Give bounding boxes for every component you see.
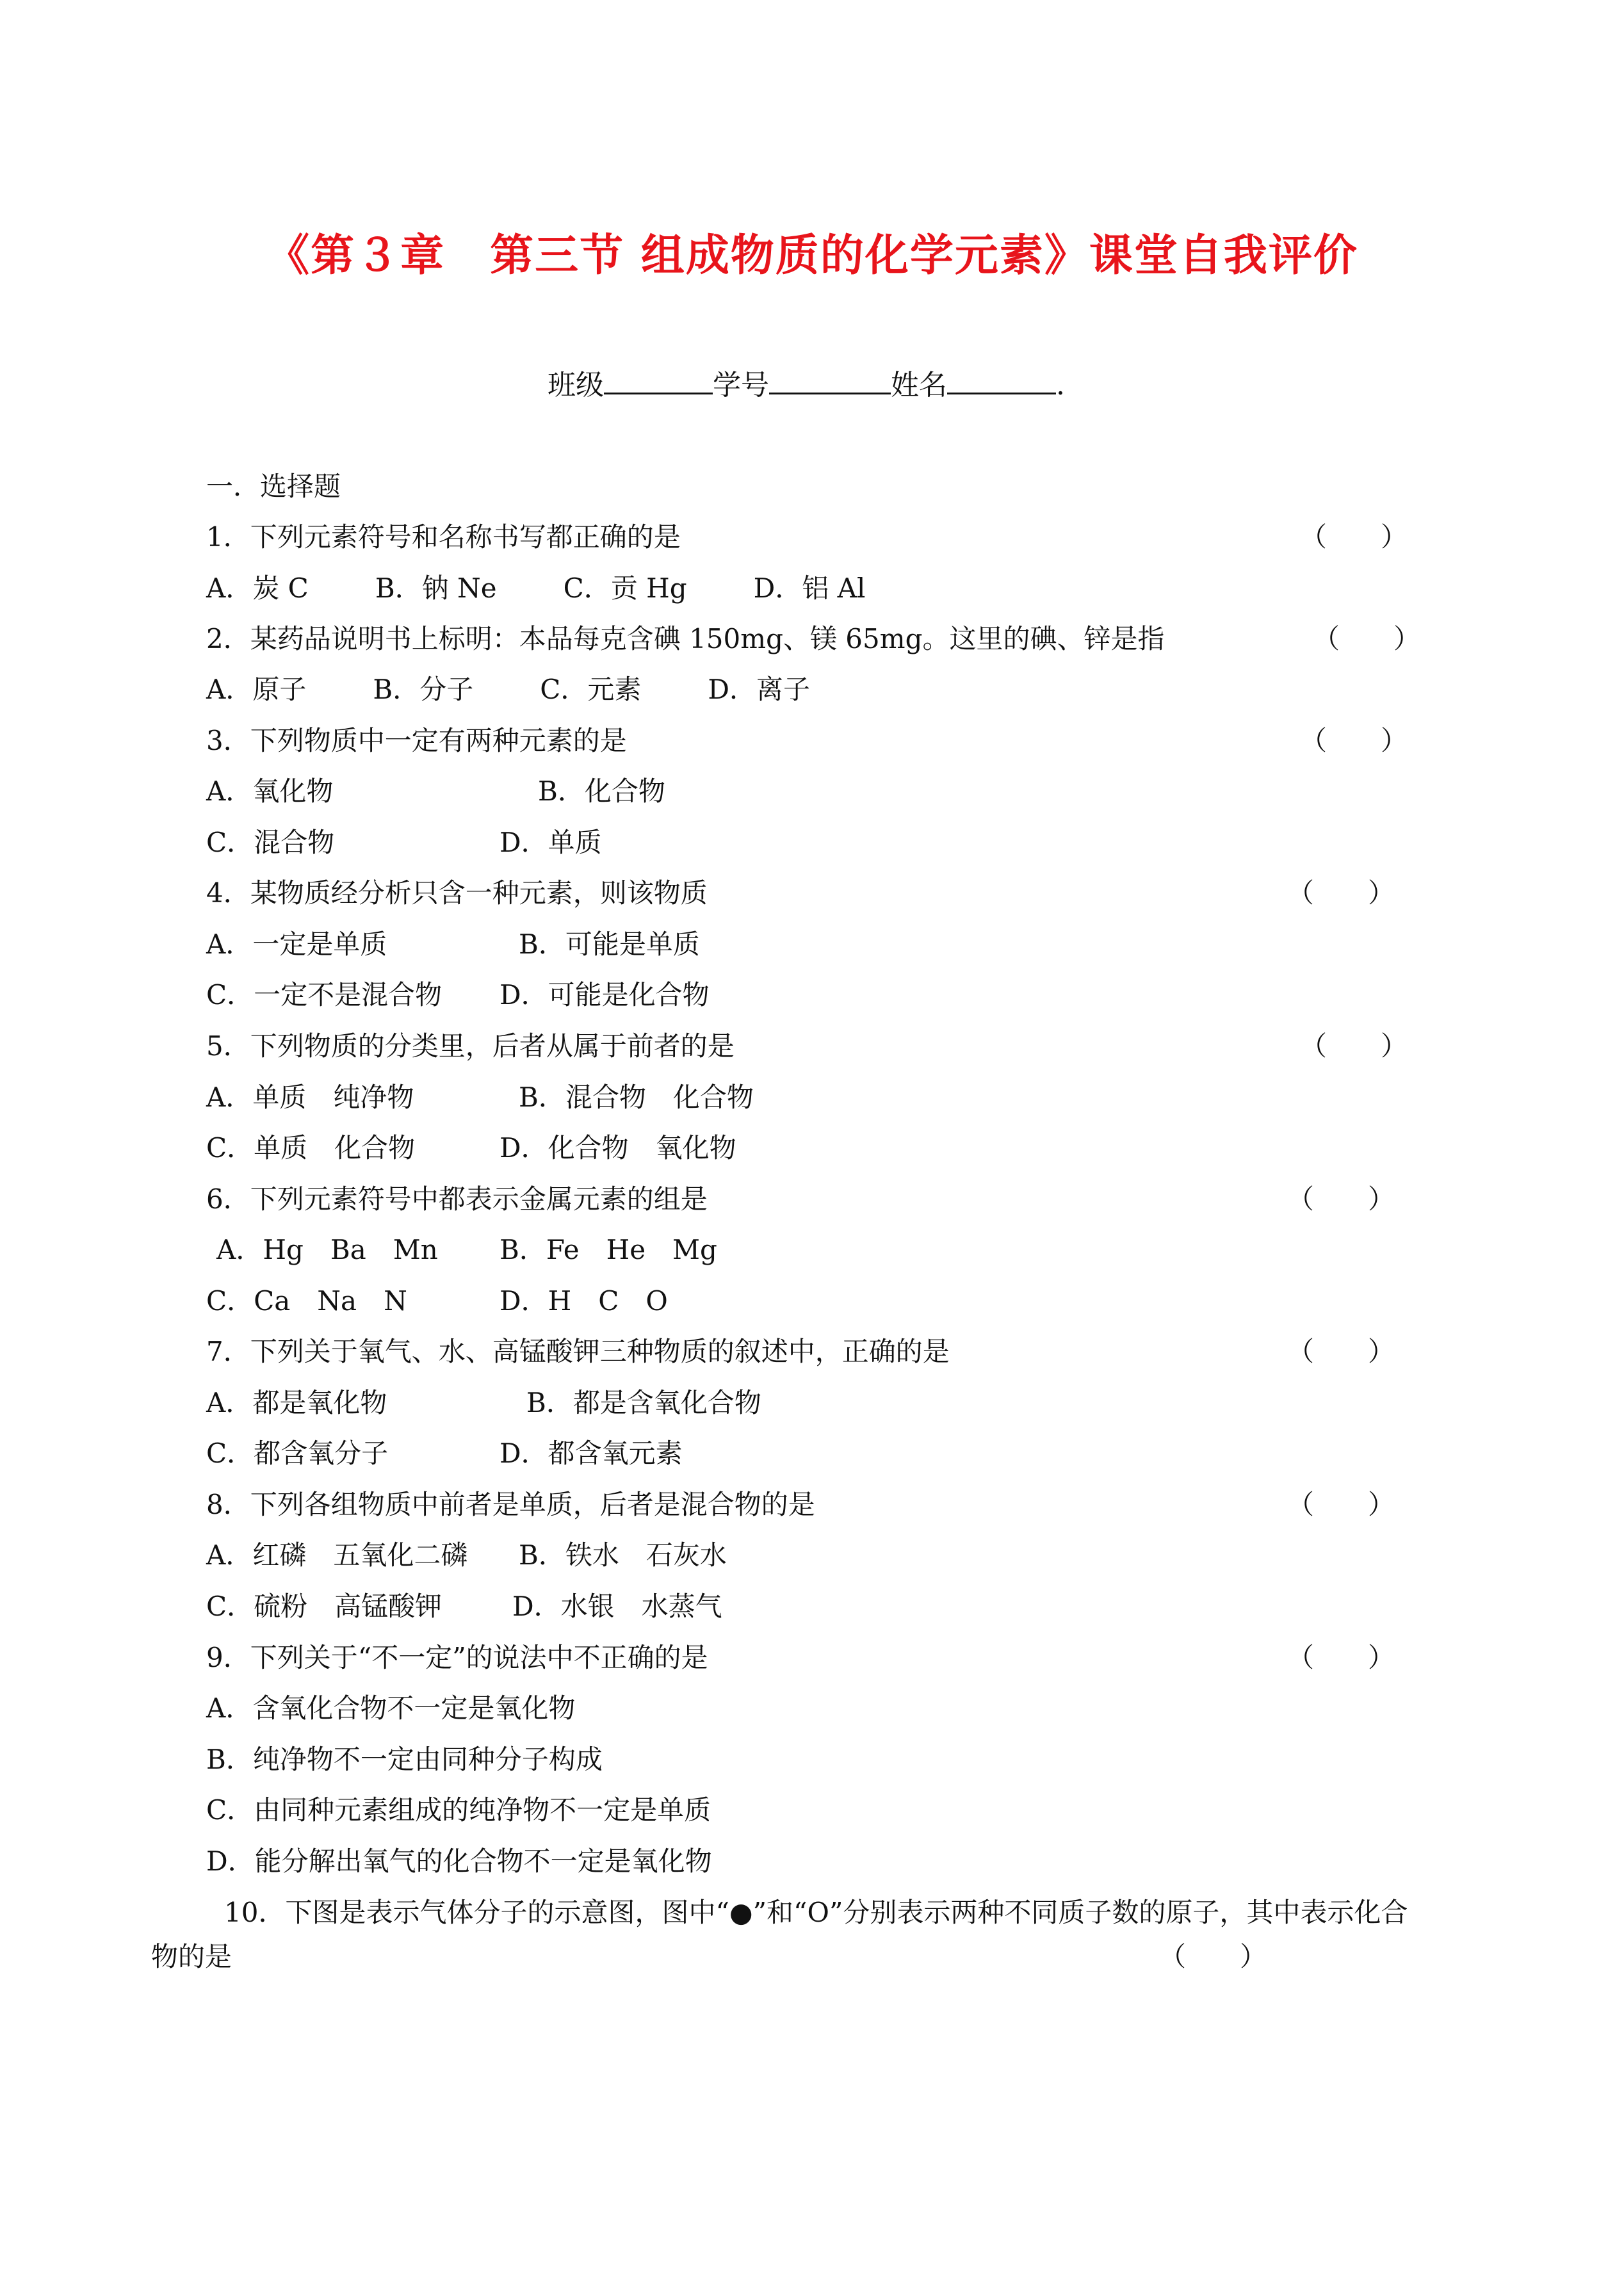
question-10-stem-continued: 物的是 [151,1941,232,1972]
number-blank [769,368,891,394]
answer-paren-10: （ ） [1159,1941,1267,1972]
option-a: A．炭 C [206,572,309,604]
option-d: D．离子 [708,674,811,705]
question-4-option-c: C．一定不是混合物 [206,979,443,1010]
question-4-option-b: B．可能是单质 [519,929,700,960]
number-label: 学号 [713,369,769,401]
question-3-option-a: A．氧化物 [206,775,334,807]
answer-paren-5: （ ） [1300,1030,1408,1062]
question-8-option-b: B．铁水 石灰水 [519,1539,727,1571]
name-blank [947,368,1056,394]
option-c: C．元素 [540,674,642,705]
question-7-option-c: C．都含氧分子 [206,1438,389,1469]
question-10-stem: 10．下图是表示气体分子的示意图，图中“●”和“O”分别表示两种不同质子数的原子，其中表示化合 [224,1897,1408,1928]
answer-paren-6: （ ） [1287,1183,1395,1215]
question-5-option-a: A．单质 纯净物 [206,1082,414,1113]
question-5-stem: 5．下列物质的分类里，后者从属于前者的是 [206,1030,735,1062]
question-7-option-a: A．都是氧化物 [206,1387,387,1418]
question-5-option-b: B．混合物 化合物 [519,1082,754,1113]
name-label: 姓名 [891,369,947,401]
option-d: D．铝 Al [753,572,866,604]
option-a: A．原子 [206,674,307,705]
page-title: 《第３章 第三节 组成物质的化学元素》课堂自我评价 [266,230,1358,281]
answer-paren-7: （ ） [1287,1336,1395,1367]
class-blank [604,368,713,394]
question-4-option-a: A．一定是单质 [206,929,387,960]
question-9-option-d: D．能分解出氧气的化合物不一定是氧化物 [206,1845,712,1877]
student-info [548,362,1065,403]
answer-paren-8: （ ） [1287,1489,1395,1520]
question-7-option-d: D．都含氧元素 [499,1438,683,1469]
question-5-option-d: D．化合物 氧化物 [499,1132,736,1164]
question-9-option-c: C．由同种元素组成的纯净物不一定是单质 [206,1794,711,1826]
question-3-option-b: B．化合物 [538,775,665,807]
question-7-stem: 7．下列关于氧气、水、高锰酸钾三种物质的叙述中，正确的是 [206,1336,950,1367]
question-3-stem: 3．下列物质中一定有两种元素的是 [206,725,627,756]
question-9-option-b: B．纯净物不一定由同种分子构成 [206,1744,603,1775]
question-6-option-d: D．H C O [499,1285,668,1317]
question-4-stem: 4．某物质经分析只含一种元素，则该物质 [206,877,708,909]
info-end: . [1056,369,1065,401]
answer-paren-4: （ ） [1287,877,1395,909]
question-3-option-c: C．混合物 [206,827,335,858]
question-6-stem: 6．下列元素符号中都表示金属元素的组是 [206,1183,708,1215]
question-5-option-c: C．单质 化合物 [206,1132,416,1164]
section-heading: 一．选择题 [206,471,341,502]
question-4-option-d: D．可能是化合物 [499,979,710,1010]
class-label: 班级 [548,369,604,401]
option-b: B．钠 Ne [375,572,497,604]
question-1-stem: 1．下列元素符号和名称书写都正确的是 [206,521,681,553]
question-8-option-c: C．硫粉 高锰酸钾 [206,1591,443,1622]
option-b: B．分子 [373,674,474,705]
answer-paren-1: （ ） [1300,521,1408,553]
question-2-stem: 2．某药品说明书上标明：本品每克含碘 150mg、镁 65mg。这里的碘、锌是指 [206,623,1165,654]
answer-paren-9: （ ） [1287,1642,1395,1673]
question-1-options [206,569,865,608]
question-3-option-d: D．单质 [499,827,602,858]
question-7-option-b: B．都是含氧化合物 [526,1387,761,1418]
question-9-option-a: A．含氧化合物不一定是氧化物 [206,1692,576,1724]
question-2-options [206,670,810,709]
question-6-option-b: B．Fe He Mg [499,1234,717,1265]
question-6-option-c: C．Ca Na N [206,1285,407,1317]
question-8-stem: 8．下列各组物质中前者是单质，后者是混合物的是 [206,1489,815,1520]
option-c: C．贡 Hg [563,572,687,604]
question-8-option-a: A．红磷 五氧化二磷 [206,1539,468,1571]
answer-paren-3: （ ） [1300,725,1408,756]
question-8-option-d: D．水银 水蒸气 [512,1591,722,1622]
question-6-option-a: A．Hg Ba Mn [216,1234,438,1265]
answer-paren-2: （ ） [1313,623,1421,654]
question-9-stem: 9．下列关于“不一定”的说法中不正确的是 [206,1642,708,1673]
